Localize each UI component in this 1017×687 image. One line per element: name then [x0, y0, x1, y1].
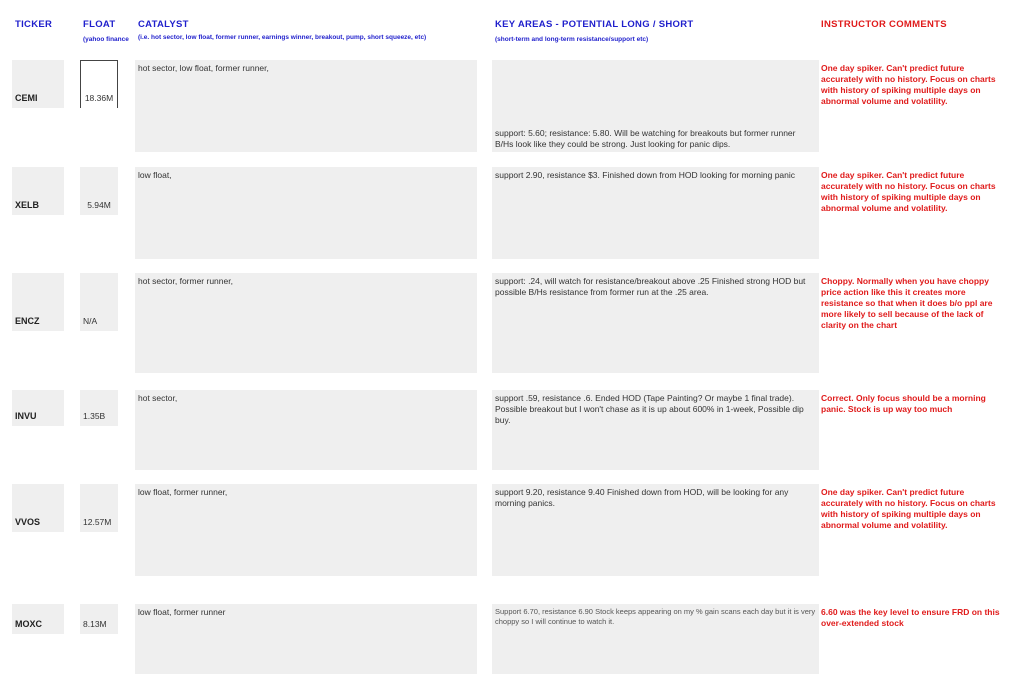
float-cell[interactable]	[80, 604, 118, 634]
float-cell[interactable]	[80, 167, 118, 215]
key-areas-cell[interactable]	[492, 390, 819, 470]
float-value: 5.94M	[87, 200, 111, 210]
instructor-comment: Correct. Only focus should be a morning panic. Stock is up way too much	[821, 393, 986, 414]
key-areas-text: Support 6.70, resistance 6.90 Stock keeps appearing on my % gain scans each day but it is very choppy so I will continue to watch it.	[495, 607, 816, 626]
catalyst-text: low float, former runner,	[138, 487, 228, 497]
key-areas-text: support 2.90, resistance $3. Finished down from HOD looking for morning panic	[495, 170, 796, 180]
catalyst-text: hot sector,	[138, 393, 178, 403]
ticker-cell[interactable]	[12, 604, 64, 634]
ticker-cell[interactable]	[12, 273, 64, 331]
catalyst-cell[interactable]	[135, 273, 477, 373]
key-areas-text: support 9.20, resistance 9.40 Finished down from HOD, will be looking for any morning panics.	[495, 487, 789, 508]
key-areas-cell[interactable]	[492, 604, 819, 674]
instructor-comment: 6.60 was the key level to ensure FRD on this over-extended stock	[821, 607, 1000, 628]
float-value: 12.57M	[83, 517, 112, 527]
key-areas-text: support: 5.60; resistance: 5.80. Will be watching for breakouts but former runner B/Hs look like they could be strong. Just looking for panic dips.	[495, 128, 796, 149]
key-areas-cell[interactable]	[492, 60, 819, 152]
header-float-sub: (yahoo finance	[83, 36, 129, 43]
float-cell[interactable]	[80, 273, 118, 331]
instructor-comment: One day spiker. Can't predict future accurately with no history. Focus on charts with history of spiking multiple days on abnormal volume and volatility.	[821, 487, 996, 530]
catalyst-text: low float, former runner	[138, 607, 226, 617]
float-value: 1.35B	[83, 411, 106, 421]
ticker-cell[interactable]	[12, 484, 64, 532]
catalyst-cell[interactable]	[135, 167, 477, 259]
catalyst-cell[interactable]	[135, 484, 477, 576]
header-float: FLOAT	[83, 19, 116, 30]
instructor-comment: One day spiker. Can't predict future accurately with no history. Focus on charts with history of spiking multiple days on abnormal volume and volatility.	[821, 170, 996, 213]
float-cell[interactable]	[80, 390, 118, 426]
float-value: 8.13M	[83, 619, 107, 629]
key-areas-cell[interactable]	[492, 167, 819, 259]
float-cell[interactable]	[80, 60, 118, 108]
ticker-symbol: MOXC	[15, 619, 42, 629]
ticker-cell[interactable]	[12, 60, 64, 108]
float-value: 18.36M	[84, 93, 114, 103]
header-catalyst: CATALYST	[138, 19, 189, 30]
ticker-symbol: ENCZ	[15, 316, 40, 326]
float-value: N/A	[83, 316, 98, 326]
key-areas-cell[interactable]	[492, 273, 819, 373]
instructor-comment: Choppy. Normally when you have choppy price action like this it creates more resistance so that when it does b/o ppl are more likely to sell because of the lack of clarity on the chart	[821, 276, 993, 330]
header-key-areas-sub: (short-term and long-term resistance/support etc)	[495, 36, 649, 43]
catalyst-text: hot sector, low float, former runner,	[138, 63, 269, 73]
ticker-symbol: XELB	[15, 200, 40, 210]
catalyst-cell[interactable]	[135, 604, 477, 674]
key-areas-cell[interactable]	[492, 484, 819, 576]
catalyst-cell[interactable]	[135, 60, 477, 152]
ticker-symbol: INVU	[15, 411, 37, 421]
instructor-comment: One day spiker. Can't predict future accurately with no history. Focus on charts with history of spiking multiple days on abnormal volume and volatility.	[821, 63, 996, 106]
ticker-symbol: VVOS	[15, 517, 41, 527]
header-ticker: TICKER	[15, 19, 53, 30]
ticker-cell[interactable]	[12, 167, 64, 215]
header-key-areas: KEY AREAS - POTENTIAL LONG / SHORT	[495, 19, 694, 30]
header-catalyst-sub: (i.e. hot sector, low float, former runner, earnings winner, breakout, pump, short squeeze, etc)	[138, 34, 427, 41]
catalyst-cell[interactable]	[135, 390, 477, 470]
ticker-symbol: CEMI	[15, 93, 38, 103]
key-areas-text: support: .24, will watch for resistance/breakout above .25 Finished strong HOD but possible B/Hs resistance from former run at the .25 area.	[495, 276, 806, 297]
header-instructor-comments: INSTRUCTOR COMMENTS	[821, 19, 947, 30]
key-areas-text: support .59, resistance .6. Ended HOD (Tape Painting? Or maybe 1 final trade). Possible breakout but I won't chase as it is up about 600% in 1-week, Possible dip buy.	[495, 393, 804, 425]
catalyst-text: hot sector, former runner,	[138, 276, 233, 286]
catalyst-text: low float,	[138, 170, 172, 180]
float-cell[interactable]	[80, 484, 118, 532]
ticker-cell[interactable]	[12, 390, 64, 426]
